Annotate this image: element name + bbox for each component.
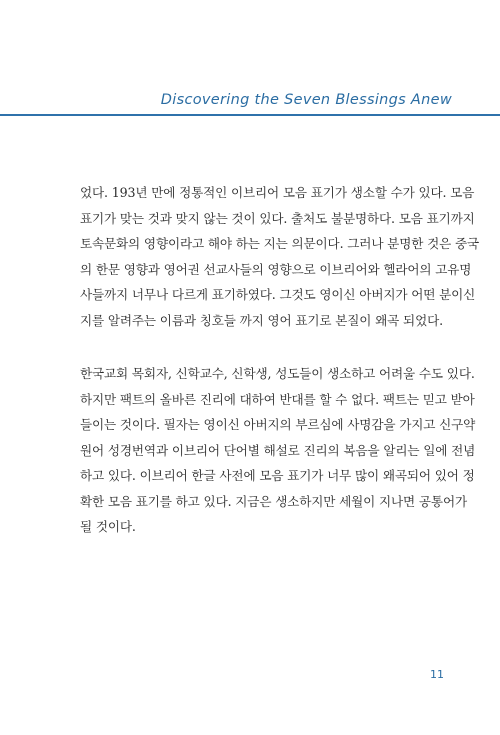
text-line: 될 것이다.: [80, 519, 136, 534]
paragraph-2: [80, 361, 476, 540]
text-line: 사들까지 너무나 다르게 표기하였다. 그것도 영이신 아버지가 어떤 분이신: [80, 287, 476, 302]
paragraph-1: [80, 180, 479, 333]
text-line: 하고 있다. 이브리어 한글 사전에 모음 표기가 너무 많이 왜곡되어 있어 정: [80, 468, 475, 483]
text-line: 들이는 것이다. 필자는 영이신 아버지의 부르심에 사명감을 가지고 신구약: [80, 417, 476, 432]
text-line: 토속문화의 영향이라고 해야 하는 지는 의문이다. 그러나 분명한 것은 중국: [80, 236, 479, 251]
text-line: 확한 모음 표기를 하고 있다. 지금은 생소하지만 세월이 지나면 공통어가: [80, 493, 467, 509]
text-line: 원어 성경번역과 이브리어 단어별 해설로 진리의 복음을 알리는 일에 전념: [80, 442, 476, 458]
running-header-title: Discovering the Seven Blessings Anew: [160, 92, 452, 108]
body-text: [80, 180, 479, 540]
text-line: 의 한문 영향과 영어권 선교사들의 영향으로 이브리어와 헬라어의 고유명: [80, 261, 472, 277]
text-line: 지를 알려주는 이름과 칭호들 까지 영어 표기로 본질이 왜곡 되었다.: [80, 312, 443, 328]
text-line: 표기가 맞는 것과 맞지 않는 것이 있다. 출처도 불분명하다. 모음 표기까지: [80, 210, 475, 226]
text-line: 한국교회 목회자, 신학교수, 신학생, 성도들이 생소하고 어려울 수도 있다.: [80, 366, 475, 381]
page-number: 11: [430, 668, 444, 681]
text-line: 었다. 193년 만에 정통적인 이브리어 모음 표기가 생소할 수가 있다. 모음: [80, 185, 475, 200]
text-line: 하지만 팩트의 올바른 진리에 대하여 반대를 할 수 없다. 팩트는 믿고 받아: [80, 391, 475, 407]
header-rule: [0, 114, 500, 116]
